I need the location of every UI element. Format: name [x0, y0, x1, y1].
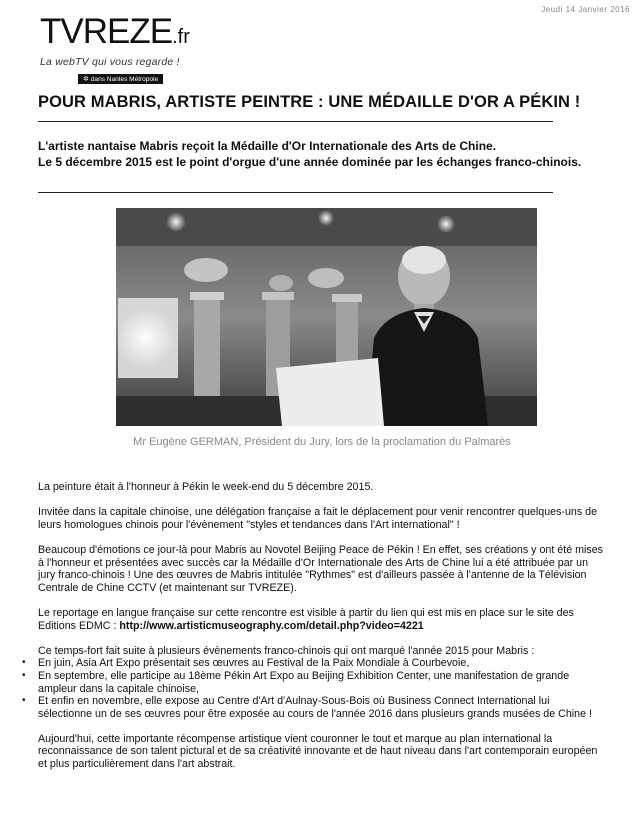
article-title: POUR MABRIS, ARTISTE PEINTRE : UNE MÉDAILLE D'OR A PÉKIN !	[38, 93, 581, 111]
bullet-icon: •	[22, 695, 26, 707]
publication-date: Jeudi 14 Janvier 2016	[541, 5, 630, 14]
list-item: • En septembre, elle participe au 18ème Pékin Art Expo au Beijing Exhibition Center, une manifestation de grande ampleur dans la capitale chinoise,	[22, 669, 570, 695]
list-item: • En juin, Asia Art Expo présentait ses œuvres au Festival de la Paix Mondiale à Courbevoie,	[22, 657, 470, 670]
paragraph: La peinture était à l'honneur à Pékin le week-end du 5 décembre 2015.	[38, 481, 374, 493]
photo-caption: Mr Eugène GERMAN, Président du Jury, lors de la proclamation du Palmarès	[133, 436, 511, 448]
photo-illustration	[116, 208, 537, 426]
video-link[interactable]: http://www.artisticmuseography.com/detail.php?video=4221	[119, 619, 424, 632]
article-body	[22, 481, 606, 783]
paragraph: Aujourd'hui, cette importante récompense artistique vient couronner le tout et marque au plan international la reconnaissance de son talent pictural et de sa créativité innovante et de haut niveau dans l'art contemporain européen et plus particulièrement dans l'art abstrait.	[38, 732, 598, 771]
paragraph: Invitée dans la capitale chinoise, une délégation française a fait le déplacement pour venir rencontrer quelques-uns de leurs homologues chinois pour l'évènement "styles et tendances dans l'Art international" !	[38, 506, 598, 531]
divider-top	[38, 121, 553, 122]
badge-star-icon: ✲	[83, 76, 89, 83]
paragraph-with-link	[38, 607, 606, 632]
events-list	[22, 657, 606, 720]
logo-wordmark: TVREZE.fr	[40, 12, 190, 51]
lead-line-2: Le 5 décembre 2015 est le point d'orgue d'une année dominée par les échanges franco-chinois.	[38, 155, 582, 169]
paragraph: Beaucoup d'émotions ce jour-là pour Mabris au Novotel Beijing Peace de Pékin ! En effet, ses créations y ont été mises à l'honneur et présentées avec succès car la Médaille d'Or Internationale des Arts de Chine lui a été attribuée par un jury franco-chinois ! Une des œuvres de Mabris intitulée "Rythmes" est d'ailleurs passée à l'antenne de la Télévision Centrale de Chine CCTV (et maintenant sur TVREZE).	[38, 543, 604, 594]
logo-badge: ✲ dans Nantes Métropole	[78, 74, 163, 84]
site-logo[interactable]	[40, 12, 200, 83]
bullet-icon: •	[22, 657, 26, 669]
article-photo	[116, 208, 537, 426]
paragraph: Ce temps-fort fait suite à plusieurs évènements franco-chinois qui ont marqué l'année 2015 pour Mabris :	[38, 644, 535, 657]
bullet-icon: •	[22, 669, 26, 681]
list-item: • Et enfin en novembre, elle expose au Centre d'Art d'Aulnay-Sous-Bois où Business Connect International lui sélectionne un de ses œuvres pour être exposée au cours de l'année 2016 dans plusieurs grands musées de Chine !	[22, 695, 592, 720]
link-intro: Le reportage en langue française sur cette rencontre est visible à partir du lien qui est mis en place sur le site des Editions EDMC :	[38, 606, 574, 632]
logo-tagline: La webTV qui vous regarde !	[40, 56, 180, 68]
lead-line-1: L'artiste nantaise Mabris reçoit la Médaille d'Or Internationale des Arts de Chine.	[38, 139, 497, 153]
article-lead	[38, 138, 618, 170]
divider-bottom	[38, 192, 553, 193]
